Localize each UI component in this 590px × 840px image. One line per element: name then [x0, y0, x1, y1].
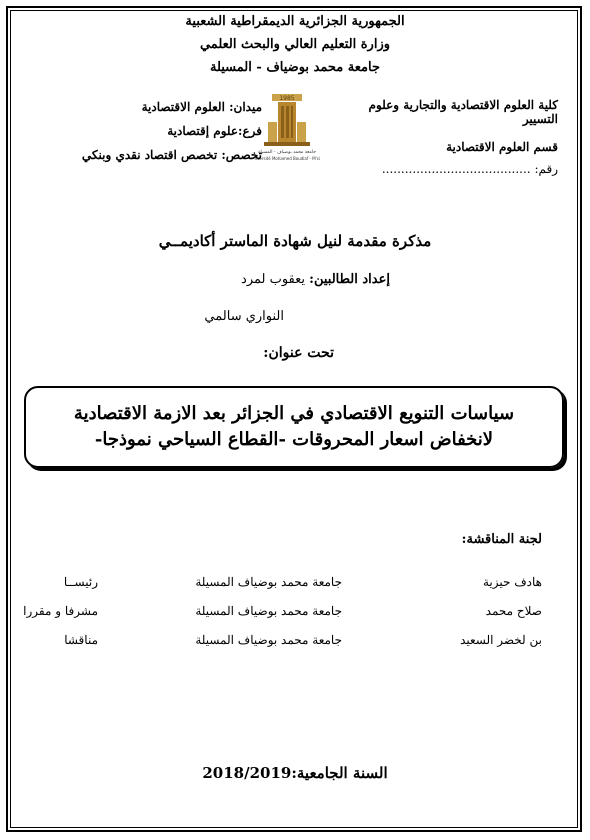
- field-specialty: تخصص: تخصص اقتصاد نقدي وبنكي: [81, 148, 262, 162]
- under-title-label: تحت عنوان:: [263, 345, 334, 361]
- university-name: جامعة محمد بوضياف - المسيلة: [209, 60, 380, 75]
- memo-title: مذكرة مقدمة لنيل شهادة الماستر أكاديمــي: [158, 232, 432, 250]
- jury-member-name: بن لخضر السعيد: [460, 633, 542, 647]
- jury-member-university: جامعة محمد بوضياف المسيلة: [195, 604, 342, 618]
- jury-heading: لجنة المناقشة:: [461, 532, 542, 547]
- jury-member-role: مناقشا: [64, 633, 98, 647]
- department-name: قسم العلوم الاقتصادية: [446, 140, 558, 154]
- jury-member-name: هادف حيزية: [482, 575, 542, 589]
- university-logo: [254, 92, 320, 164]
- thesis-title-box: [24, 386, 564, 468]
- thesis-title-line-2: لانخفاض اسعار المحروقات -القطاع السياحي نموذجا-: [94, 429, 494, 450]
- jury-member-role: مشرفا و مقررا: [23, 604, 98, 618]
- prepared-label: إعداد الطالبين:: [309, 272, 390, 287]
- ministry-name: وزارة التعليم العالي والبحث العلمي: [199, 37, 391, 52]
- prepared-by: [241, 272, 390, 287]
- jury-member-name: صلاح محمد: [485, 604, 542, 618]
- logo-caption-ar: جامعة محمد بوضياف - المسيلة: [257, 150, 317, 155]
- logo-year: 1985: [279, 95, 295, 102]
- republic-name: الجمهورية الجزائرية الديمقراطية الشعبية: [185, 14, 405, 29]
- field-branch: فرع:علوم إقتصادية: [167, 124, 262, 138]
- thesis-title-line-1: سياسات التنويع الاقتصادي في الجزائر بعد الازمة الاقتصادية: [73, 403, 515, 424]
- jury-member-university: جامعة محمد بوضياف المسيلة: [195, 575, 342, 589]
- student-1: يعقوب لمرد: [241, 272, 306, 287]
- logo-caption-fr: Université Mohamed Boudiaf - M'sila: [254, 156, 320, 161]
- jury-member-university: جامعة محمد بوضياف المسيلة: [195, 633, 342, 647]
- academic-year: السنة الجامعية:2018/2019: [202, 764, 388, 782]
- student-2: النواري سالمي: [204, 309, 284, 324]
- jury-member-role: رئيســا: [63, 575, 98, 589]
- faculty-name: كلية العلوم الاقتصادية والتجارية وعلوم التسيير: [368, 98, 558, 126]
- reference-number: رقم: .......................................: [381, 162, 558, 176]
- field-domain: ميدان: العلوم الاقتصادية: [141, 100, 262, 114]
